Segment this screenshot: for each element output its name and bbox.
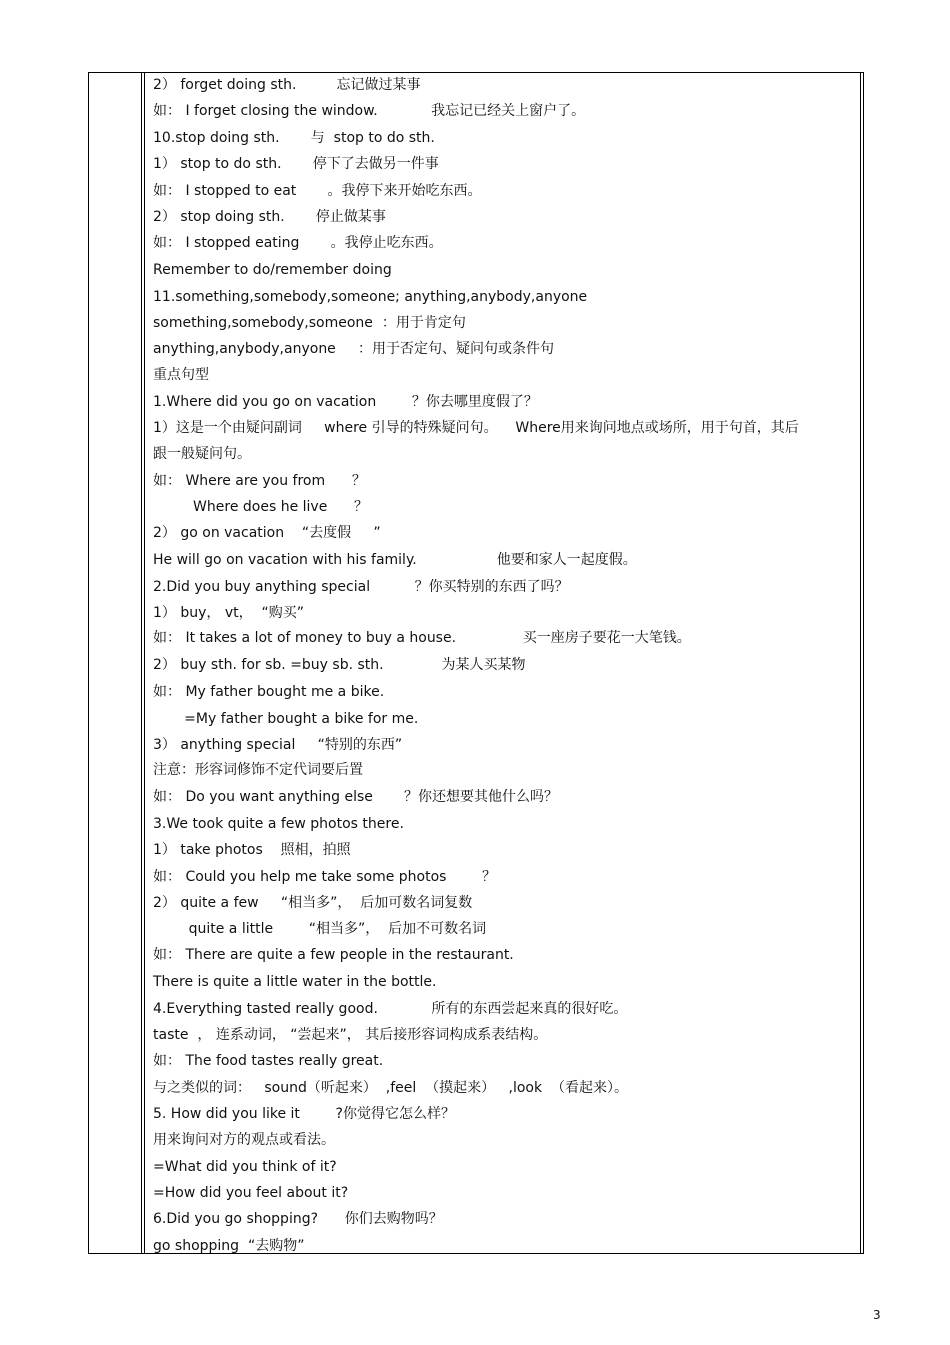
text-line: 1）这是一个由疑问副词 where 引导的特殊疑问句。 Where用来询问地点或场所，用于句首，其后 bbox=[153, 420, 799, 436]
text-line: 注意：形容词修饰不定代词要后置 bbox=[153, 762, 363, 778]
text-line: 如： Where are you from ？ bbox=[153, 473, 366, 489]
text-line: 5. How did you like it ?你觉得它怎么样？ bbox=[153, 1106, 455, 1122]
text-line: 重点句型 bbox=[153, 367, 209, 383]
text-line: Where does he live ？ bbox=[153, 499, 369, 515]
text-line: 1） stop to do sth. 停下了去做另一件事 bbox=[153, 156, 439, 172]
text-line: 11.something,somebody,someone; anything,anybody,anyone bbox=[153, 289, 588, 305]
text-line: 如： The food tastes really great. bbox=[153, 1053, 384, 1069]
text-line: taste ， 连系动词， “尝起来”， 其后接形容词构成系表结构。 bbox=[153, 1027, 548, 1043]
text-line: 如： Do you want anything else ？你还想要其他什么吗？ bbox=[153, 789, 559, 805]
text-line: =My father bought a bike for me. bbox=[153, 711, 419, 727]
text-line: go shopping “去购物” bbox=[153, 1238, 305, 1254]
text-line: He will go on vacation with his family. 他要和家人一起度假。 bbox=[153, 552, 637, 568]
text-line: 如： I forget closing the window. 我忘记已经关上窗户了。 bbox=[153, 103, 586, 119]
left-column bbox=[89, 73, 145, 1253]
right-inner-border bbox=[860, 73, 861, 1253]
text-line: 用来询问对方的观点或看法。 bbox=[153, 1132, 335, 1148]
text-line: 2） forget doing sth. 忘记做过某事 bbox=[153, 77, 421, 93]
text-line: 1） buy， vt， “购买” bbox=[153, 605, 305, 621]
text-line: 如： I stopped to eat 。我停下来开始吃东西。 bbox=[153, 183, 482, 199]
text-line: There is quite a little water in the bottle. bbox=[153, 974, 437, 990]
text-line: 2） go on vacation “去度假 ” bbox=[153, 525, 381, 541]
text-line: 1） take photos 照相，拍照 bbox=[153, 842, 351, 858]
text-line: 2） stop doing sth. 停止做某事 bbox=[153, 209, 386, 225]
left-column-inner-border bbox=[91, 73, 142, 1253]
text-line: 如： Could you help me take some photos ？ bbox=[153, 869, 497, 885]
text-line: 如： I stopped eating 。我停止吃东西。 bbox=[153, 235, 443, 251]
text-line: something,somebody,someone ：用于肯定句 bbox=[153, 315, 466, 331]
text-line: 跟一般疑问句。 bbox=[153, 446, 251, 462]
text-line: 如： My father bought me a bike. bbox=[153, 684, 385, 700]
text-line: 1.Where did you go on vacation ？你去哪里度假了？ bbox=[153, 394, 538, 410]
text-line: 3.We took quite a few photos there. bbox=[153, 816, 404, 832]
text-line: 4.Everything tasted really good. 所有的东西尝起来真的很好吃。 bbox=[153, 1001, 628, 1017]
text-line: 6.Did you go shopping? 你们去购物吗？ bbox=[153, 1211, 443, 1227]
text-line: =What did you think of it? bbox=[153, 1159, 337, 1175]
text-line: Remember to do/remember doing bbox=[153, 262, 392, 278]
text-line: 与之类似的词： sound（听起来） ,feel （摸起来） ,look （看起来）。 bbox=[153, 1080, 628, 1096]
text-line: 如： There are quite a few people in the restaurant. bbox=[153, 947, 514, 963]
text-line: 如： It takes a lot of money to buy a house. 买一座房子要花一大笔钱。 bbox=[153, 630, 691, 646]
text-line: quite a little “相当多”， 后加不可数名词 bbox=[153, 921, 487, 937]
text-line: 3） anything special “特别的东西” bbox=[153, 737, 403, 753]
text-line: 2） buy sth. for sb. =buy sb. sth. 为某人买某物 bbox=[153, 657, 526, 673]
text-line: =How did you feel about it? bbox=[153, 1185, 349, 1201]
text-line: anything,anybody,anyone ：用于否定句、疑问句或条件句 bbox=[153, 341, 555, 357]
page-number: 3 bbox=[873, 1308, 881, 1322]
text-line: 2） quite a few “相当多”， 后加可数名词复数 bbox=[153, 895, 473, 911]
text-line: 10.stop doing sth. 与 stop to do sth. bbox=[153, 130, 435, 146]
text-line: 2.Did you buy anything special ？你买特别的东西了吗？ bbox=[153, 579, 569, 595]
